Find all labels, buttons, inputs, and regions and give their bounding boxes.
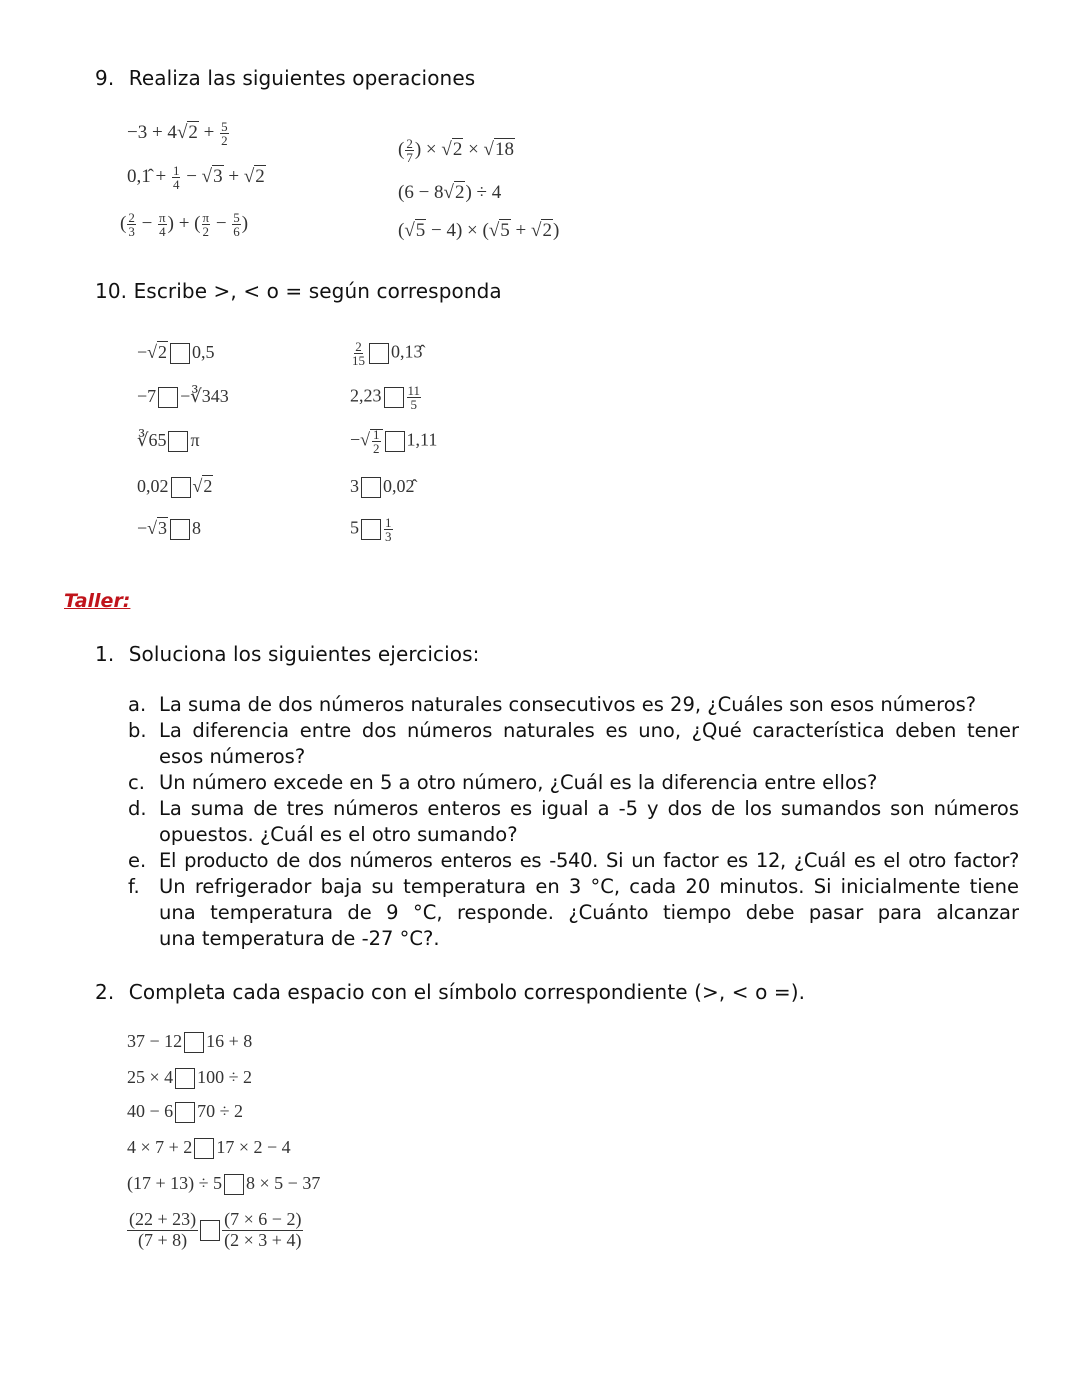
answer-box[interactable] xyxy=(384,387,404,408)
answer-box[interactable] xyxy=(170,519,190,540)
q9-title: Realiza las siguientes operaciones xyxy=(128,66,476,90)
ex2-row: 4 × 7 + 2 17 × 2 − 4 xyxy=(127,1137,291,1159)
ex2-row: 37 − 12 16 + 8 xyxy=(127,1031,252,1053)
ex2-title: Completa cada espacio con el símbolo correspondiente (>, < o =). xyxy=(128,980,806,1004)
answer-box[interactable] xyxy=(168,431,188,452)
q9-number: 9. xyxy=(95,66,115,90)
answer-box[interactable] xyxy=(361,477,381,498)
q9-op-2: 0,1̂ + $\frac{1}{4}$ − √3 + √2 xyxy=(127,163,265,192)
q10-left-row-3: ∛65 π xyxy=(137,430,200,452)
answer-box[interactable] xyxy=(175,1068,195,1089)
answer-box[interactable] xyxy=(170,343,190,364)
taller-label: Taller: xyxy=(64,590,131,612)
q9-op-3: ( $\frac{2}{3}$ − $\frac{\pi}{4}$ ) + ( $\frac{\pi}{2}$ − $\frac{5}{6}$ ) xyxy=(120,210,249,239)
ex2-number: 2. xyxy=(95,980,115,1004)
q10-title: 10. Escribe >, < o = según corresponda xyxy=(95,279,502,303)
q10-left-row-1: −√2 0,5 xyxy=(137,342,215,364)
q10-right-row-1: $\frac{2}{15}$ 0,13̂ xyxy=(352,339,423,368)
q9-op-4: ( $\frac{2}{7}$ ) × √2 × √18 xyxy=(398,136,514,165)
q9-op-5: (6 − 8√2) ÷ 4 xyxy=(398,182,502,203)
answer-box[interactable] xyxy=(184,1032,204,1053)
q10-left-row-4: 0,02 √2 xyxy=(137,476,213,498)
ex1-number: 1. xyxy=(95,642,115,666)
ex2-heading xyxy=(95,980,805,1004)
q9-op-6: (√5 − 4) × (√5 + √2) xyxy=(398,220,560,241)
answer-box[interactable] xyxy=(171,477,191,498)
answer-box[interactable] xyxy=(224,1174,244,1195)
ex1-list: a. La suma de dos números naturales consecutivos es 29, ¿Cuáles son esos números? b. La diferencia entre dos números naturales es uno, ¿Qué característica deben tener esos números? c. Un número excede en 5 a otro número, ¿Cuál es la diferencia entre ellos? d. La suma de tres números enteros es igual a -5 y dos de los sumandos son números opuestos. ¿Cuál es el otro sumando? e. El producto de dos números enteros es -540. Si un factor es 12, ¿Cuál es el otro factor? f. Un refrigerador baja su temperatura en 3 °C, cada 20 minutos. Si inicialmente tiene una temperatura de 9 °C, responde. ¿Cuánto tiempo debe pasar para alcanzar una temperatura de -27 °C?. xyxy=(128,693,1019,950)
ex2-row-fraction: $\frac{(22 + 23)}{(7 + 8)}$ $\frac{(7 \times 6 - 2)}{(2 \times 3 + 4)}$ xyxy=(129,1209,302,1250)
q10-left-row-2: −7 −∛343 xyxy=(137,386,229,408)
q10-right-row-5: 5 $\frac{1}{3}$ xyxy=(350,515,392,544)
answer-box[interactable] xyxy=(369,343,389,364)
q9-heading xyxy=(95,66,475,90)
q10-right-row-3: −√ $\frac{1}{2}$ 1,11 xyxy=(350,427,438,456)
ex1-title: Soluciona los siguientes ejercicios: xyxy=(128,642,480,666)
q9-op-1: −3 + 4√2 + $\frac{5}{2}$ xyxy=(127,119,228,148)
ex2-row: (17 + 13) ÷ 5 8 × 5 − 37 xyxy=(127,1173,320,1195)
answer-box[interactable] xyxy=(385,431,405,452)
q10-right-row-2: 2,23 $\frac{11}{5}$ xyxy=(350,383,421,412)
answer-box[interactable] xyxy=(200,1220,220,1241)
answer-box[interactable] xyxy=(361,519,381,540)
q10-right-row-4: 3 0,02̂ xyxy=(350,476,415,498)
answer-box[interactable] xyxy=(158,387,178,408)
ex2-row: 40 − 6 70 ÷ 2 xyxy=(127,1101,243,1123)
answer-box[interactable] xyxy=(175,1102,195,1123)
ex1-heading xyxy=(95,642,479,666)
q10-left-row-5: −√3 8 xyxy=(137,518,201,540)
answer-box[interactable] xyxy=(194,1138,214,1159)
ex2-row: 25 × 4 100 ÷ 2 xyxy=(127,1067,252,1089)
